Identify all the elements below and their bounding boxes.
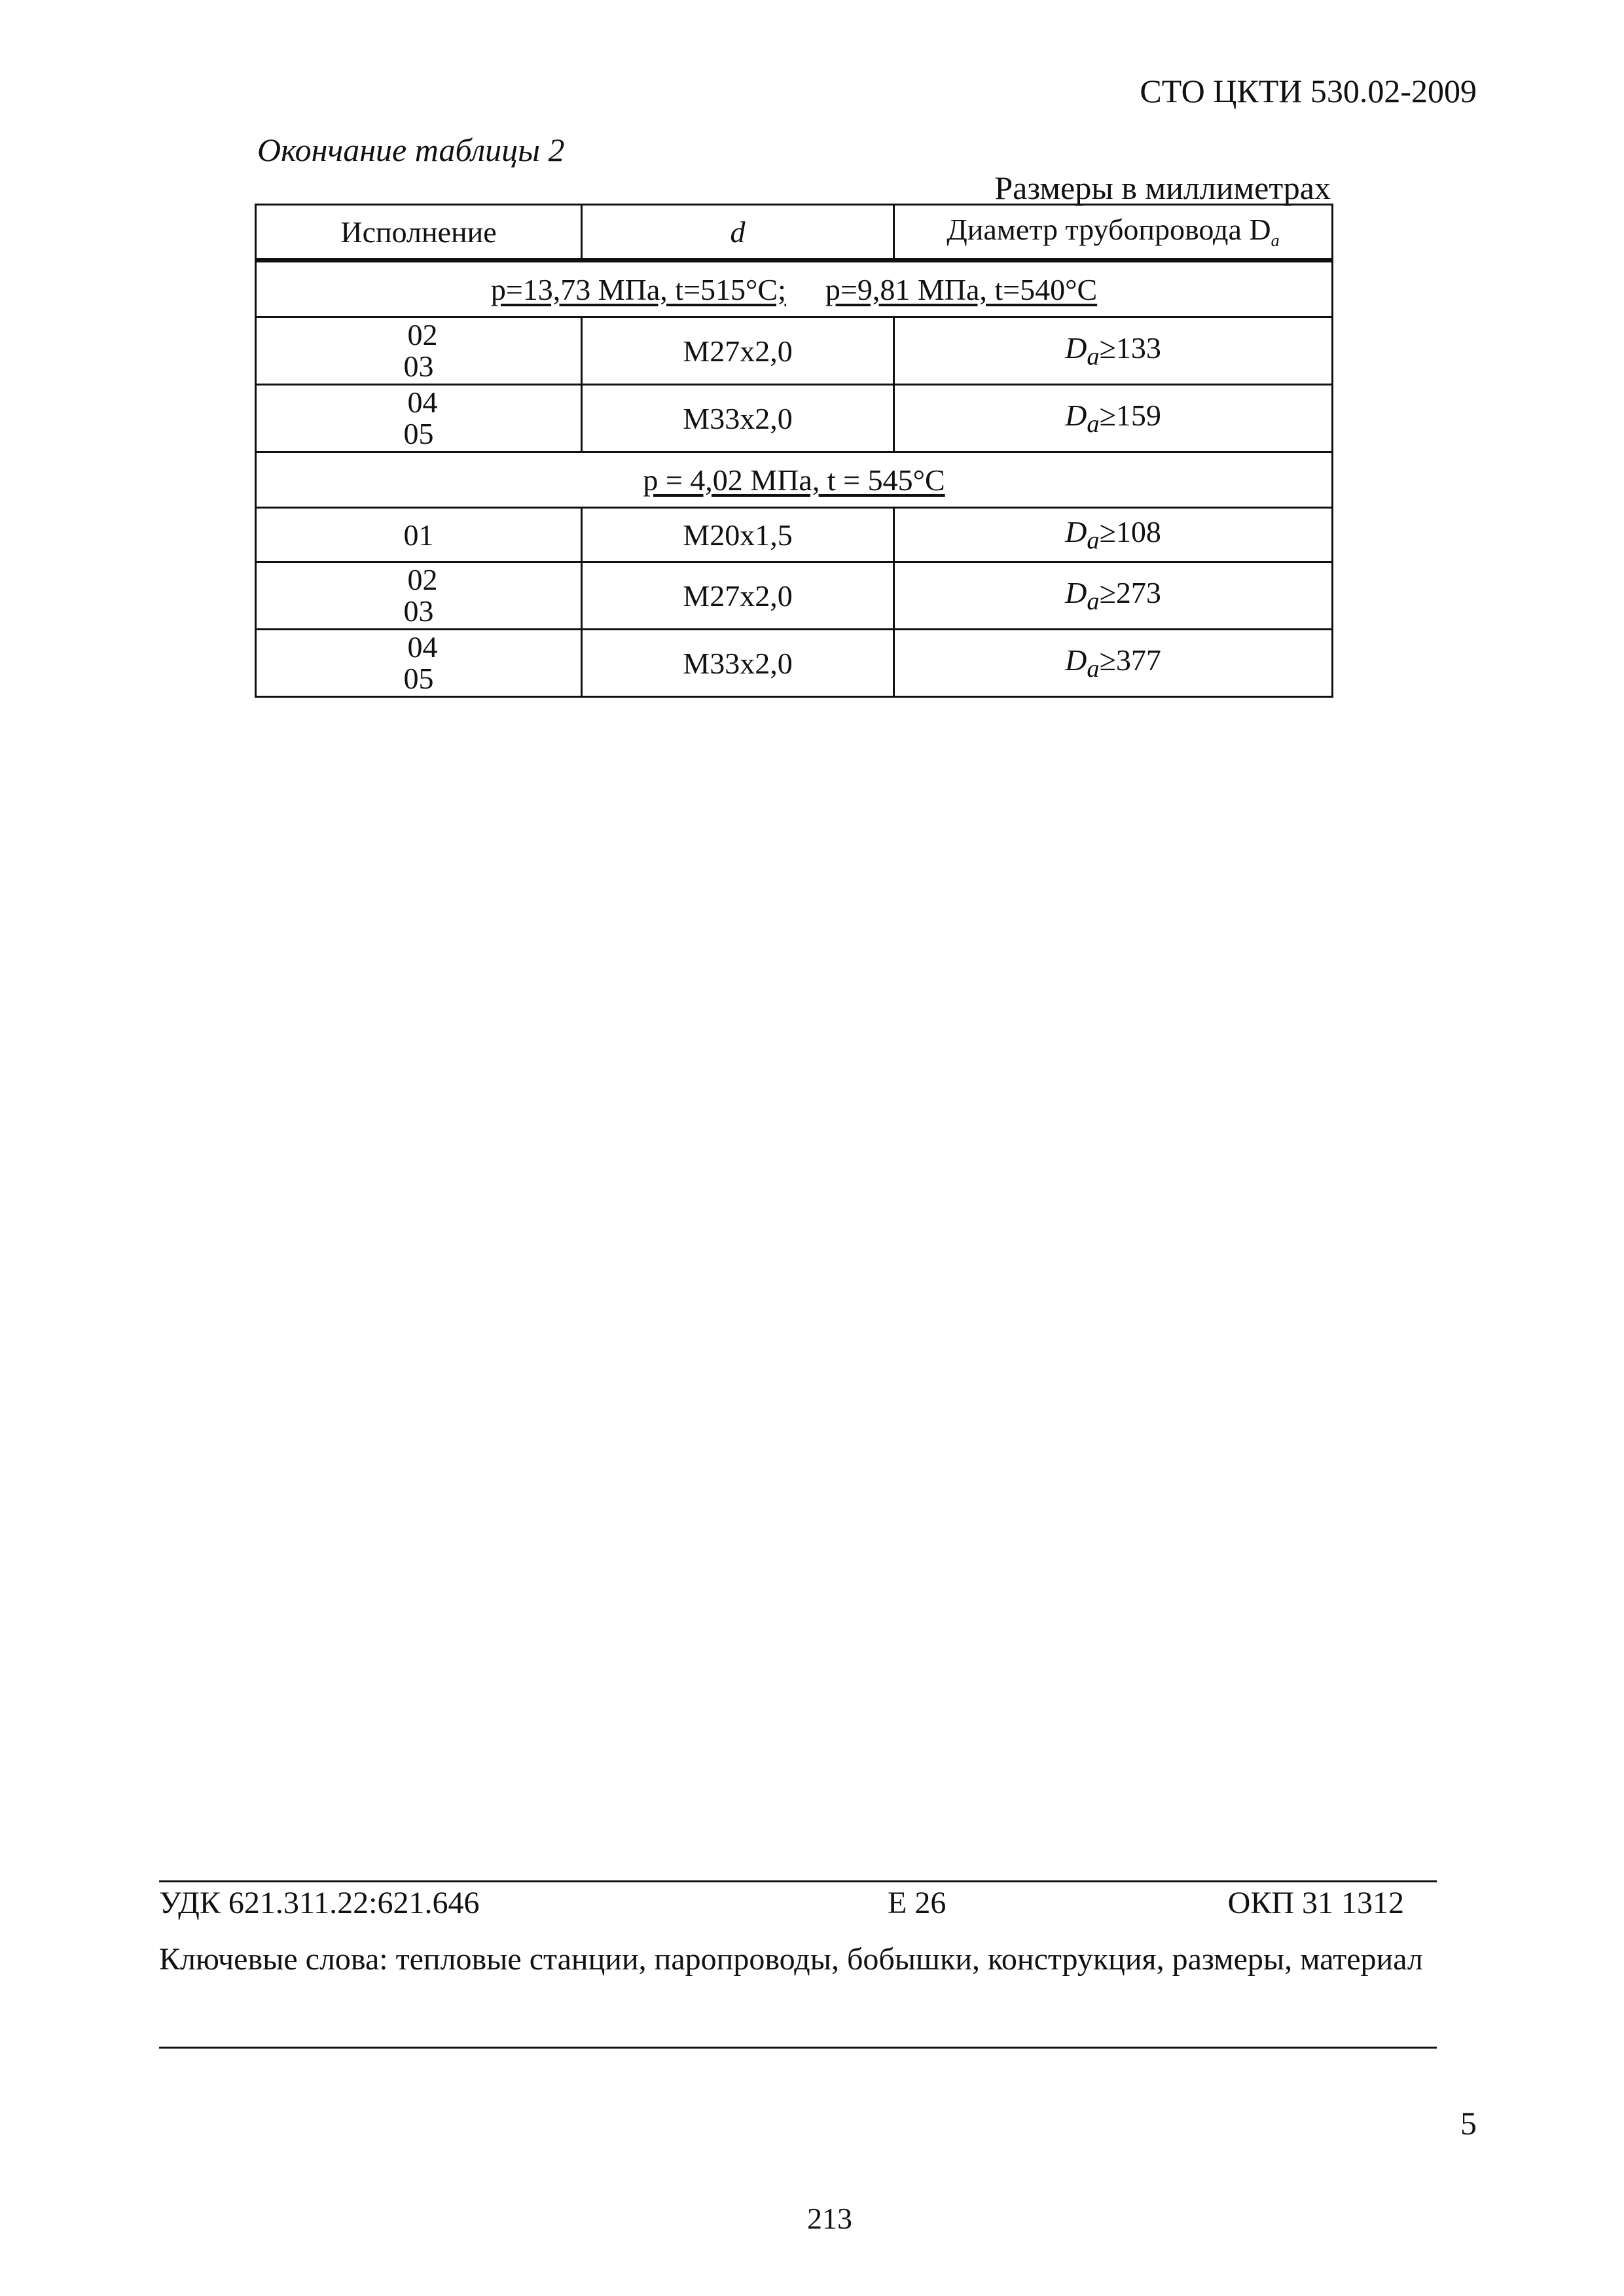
diameter-symbol: D [1065,398,1087,432]
col-header-d: d [582,205,894,260]
diameter-value: ≥159 [1099,398,1161,432]
table-caption: Окончание таблицы 2 [257,132,565,168]
diameter-subscript: a [1087,527,1100,555]
thread-cell: М33x2,0 [582,630,894,697]
execution-cell [256,317,582,385]
execution-code: 02 [407,318,438,351]
sheet-number: 5 [1460,2105,1477,2142]
condition-part: p=9,81 МПа, t=540°С [825,272,1098,306]
udk-code: УДК 621.311.22:621.646 [159,1886,480,1920]
col-header-diameter [894,205,1333,260]
diameter-value: ≥133 [1099,331,1161,365]
table-row [256,385,1333,452]
diameter-value: ≥273 [1099,575,1161,609]
col-header-diameter-sub: a [1271,231,1280,251]
diameter-cell [894,562,1333,630]
execution-code: 04 [407,630,438,664]
table-header-row [256,205,1333,260]
okp-code: ОКП 31 1312 [1227,1886,1404,1920]
diameter-cell [894,630,1333,697]
diameter-symbol: D [1065,514,1087,548]
diameter-symbol: D [1065,575,1087,609]
execution-code: 02 [407,563,438,596]
condition-part: p = 4,02 МПа, t = 545°С [643,463,945,497]
table-row [256,562,1333,630]
diameter-subscript: a [1087,410,1100,439]
thread-cell: М27x2,0 [582,562,894,630]
execution-code: 04 [407,386,438,419]
table-row [256,508,1333,562]
execution-code: 03 [403,350,434,383]
diameter-cell [894,385,1333,452]
units-note: Размеры в миллиметрах [994,170,1331,206]
section-condition [256,260,1333,317]
condition-part: p=13,73 МПа, t=515°С; [490,272,786,306]
section-condition-row [256,260,1333,317]
document-code: СТО ЦКТИ 530.02-2009 [1140,73,1477,109]
execution-code: 05 [403,662,434,695]
dimensions-table [255,204,1333,698]
classification-row [159,1885,1437,1924]
diameter-subscript: a [1087,343,1100,371]
diameter-symbol: D [1065,643,1087,677]
section-condition [256,452,1333,508]
thread-cell: М33x2,0 [582,385,894,452]
execution-cell [256,630,582,697]
execution-cell [256,562,582,630]
table-row [256,630,1333,697]
col-header-execution: Исполнение [256,205,582,260]
execution-code: 05 [403,417,434,450]
footer-top-rule [159,1880,1437,1882]
table-row [256,317,1333,385]
diameter-cell [894,317,1333,385]
diameter-cell [894,508,1333,562]
diameter-symbol: D [1065,331,1087,365]
thread-cell: М20x1,5 [582,508,894,562]
diameter-subscript: a [1087,655,1100,683]
page-number: 213 [807,2202,852,2235]
execution-cell [256,385,582,452]
col-header-diameter-label: Диаметр трубопровода D [947,213,1271,247]
e-code: Е 26 [888,1886,947,1920]
execution-code: 03 [403,594,434,628]
section-condition-row [256,452,1333,508]
execution-cell: 01 [256,508,582,562]
diameter-subscript: a [1087,588,1100,616]
keywords: Ключевые слова: тепловые станции, паропроводы, бобышки, конструкция, размеры, материал [159,1942,1423,1977]
diameter-value: ≥108 [1099,514,1161,548]
diameter-value: ≥377 [1099,643,1161,677]
thread-cell: М27x2,0 [582,317,894,385]
footer-bottom-rule [159,2047,1437,2049]
